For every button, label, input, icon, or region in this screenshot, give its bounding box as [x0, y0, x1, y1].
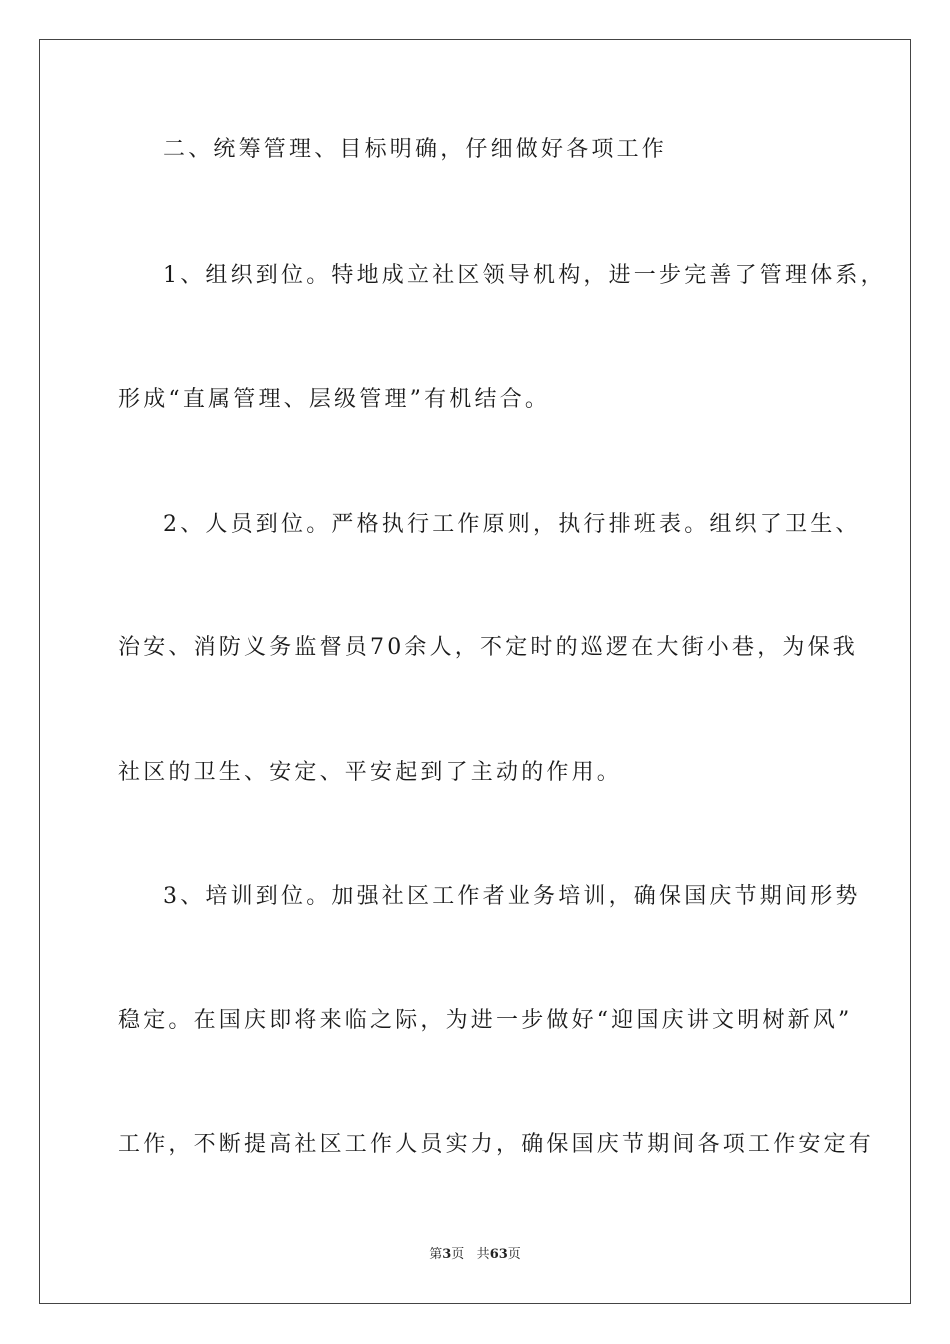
total-pages: 63 [489, 1247, 508, 1262]
page-footer [0, 1246, 950, 1264]
paragraph-line: 1、组织到位。特地成立社区领导机构，进一步完善了管理体系， [163, 263, 886, 288]
paragraph-line: 稳定。在国庆即将来临之际，为进一步做好“迎国庆讲文明树新风” [118, 1008, 853, 1033]
page-prefix: 第 [429, 1247, 443, 1262]
section-heading: 二、统筹管理、目标明确，仔细做好各项工作 [163, 137, 668, 162]
total-suffix: 页 [507, 1247, 521, 1262]
paragraph-line: 2、人员到位。严格执行工作原则，执行排班表。组织了卫生、 [163, 512, 861, 537]
paragraph-line: 工作，不断提高社区工作人员实力，确保国庆节期间各项工作安定有 [118, 1132, 875, 1157]
paragraph-line: 3、培训到位。加强社区工作者业务培训，确保国庆节期间形势 [163, 884, 861, 909]
page-number: 3 [442, 1247, 452, 1262]
paragraph-line: 形成“直属管理、层级管理”有机结合。 [118, 387, 551, 412]
total-prefix: 共 [476, 1247, 490, 1262]
page-suffix: 页 [451, 1247, 465, 1262]
paragraph-line: 治安、消防义务监督员70余人，不定时的巡逻在大街小巷，为保我 [118, 635, 858, 660]
paragraph-line: 社区的卫生、安定、平安起到了主动的作用。 [118, 760, 623, 785]
page-border [39, 39, 911, 1304]
